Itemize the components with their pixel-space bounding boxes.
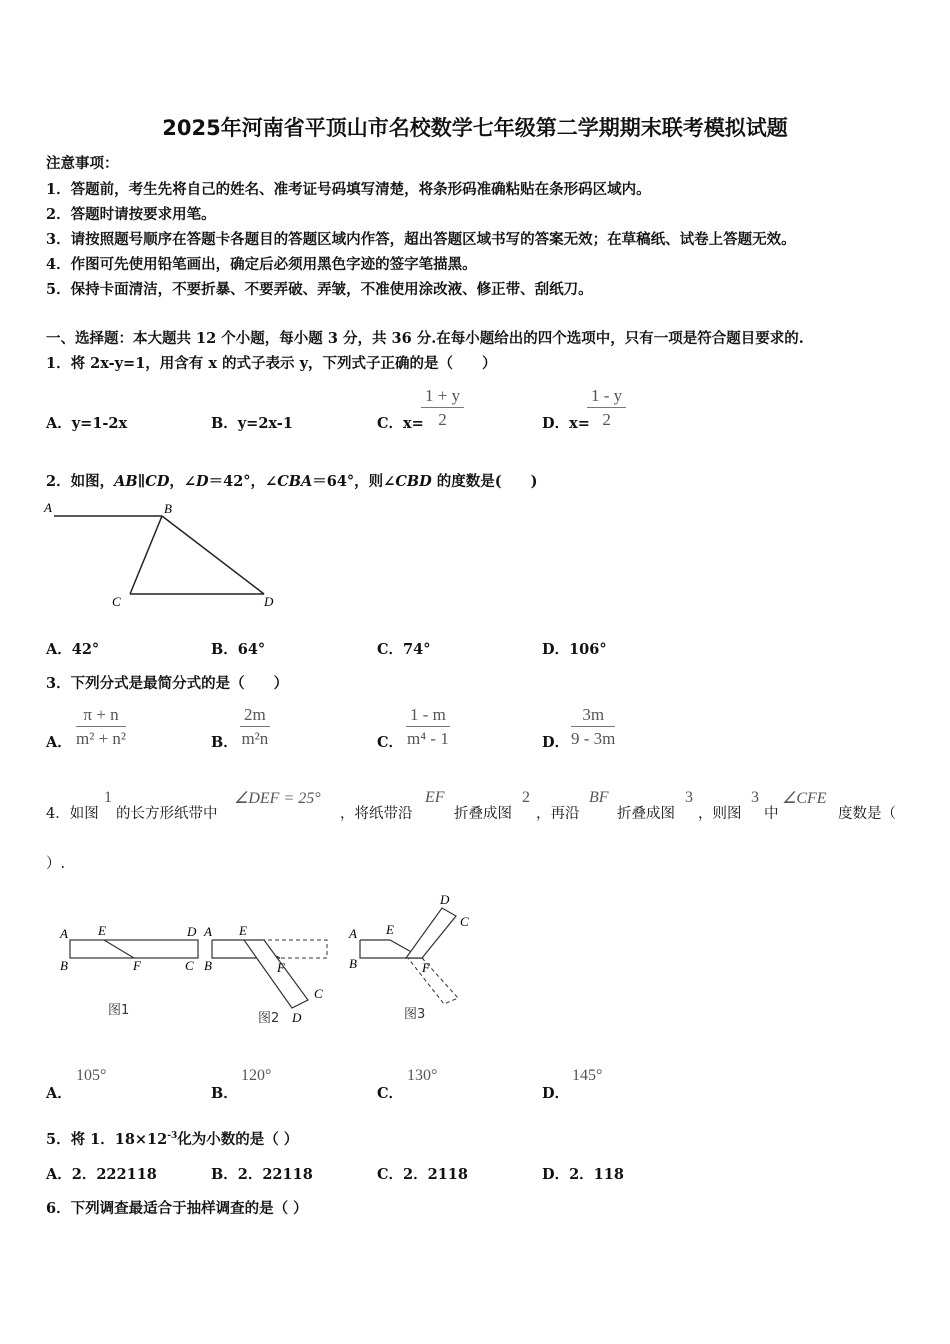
q5-option-c[interactable]: C．2．2118 — [377, 1166, 468, 1183]
q4-stem-part: ）. — [46, 856, 66, 872]
fig3-label-c: C — [460, 914, 469, 929]
q3-d-numerator: 3m — [571, 705, 615, 727]
q4-option-d-value: 145° — [572, 1067, 603, 1084]
fig2-label-e: E — [239, 923, 247, 938]
q1-option-c-fraction — [421, 386, 464, 430]
q4-stem-part: 4．如图 — [46, 806, 99, 822]
fig1-fold-line — [104, 940, 134, 958]
q3-c-numerator: 1 - m — [406, 705, 450, 727]
q3-option-b[interactable]: B． — [211, 734, 238, 751]
question-1-stem: 1．将 2x-y=1，用含有 x 的式子表示 y，下列式子正确的是（ ） — [46, 355, 497, 372]
q2-stem-part: ＝64°，则∠ — [312, 473, 396, 490]
section-heading: 一、选择题：本大题共 12 个小题，每小题 3 分，共 36 分.在每小题给出的四个选项中，只有一项是符合题目要求的. — [46, 330, 804, 347]
q3-a-fraction — [76, 705, 126, 749]
q4-stem-part: ，再沿 — [536, 806, 580, 822]
q3-b-denominator: m²n — [241, 729, 269, 748]
q3-c-denominator: m⁴ - 1 — [407, 729, 449, 748]
fig3-dashed-strip — [408, 958, 458, 1004]
q4-option-b[interactable]: B． — [211, 1085, 238, 1102]
q3-c-fraction — [406, 705, 450, 749]
q4-stem-math: BF — [589, 789, 609, 806]
fig2-label-f: F — [277, 960, 285, 975]
q3-a-numerator: π + n — [76, 705, 126, 727]
q3-d-fraction — [571, 705, 615, 749]
fig3-label-e: E — [386, 922, 394, 937]
question-2-stem — [46, 470, 537, 491]
line-bc — [130, 516, 162, 594]
q2-stem-math: AB∥CD — [114, 473, 170, 490]
q1-option-d[interactable]: D．x= — [542, 415, 590, 432]
q3-option-a[interactable]: A． — [46, 734, 72, 751]
q1-option-b[interactable]: B．y=2x-1 — [211, 415, 293, 432]
notice-heading: 注意事项： — [46, 155, 119, 172]
fig1-label-f: F — [133, 958, 141, 973]
q4-option-c-value: 130° — [407, 1067, 438, 1084]
q4-stem-math: ∠DEF = 25° — [234, 790, 321, 807]
q1-c-numerator: 1 + y — [421, 386, 464, 408]
notice-item: 2．答题时请按要求用笔。 — [46, 206, 216, 223]
q4-stem-part: ，则图 — [698, 806, 742, 822]
q4-option-a[interactable]: A． — [46, 1085, 72, 1102]
question-6-stem: 6．下列调查最适合于抽样调查的是（ ） — [46, 1200, 308, 1217]
page-title: 2025年河南省平顶山市名校数学七年级第二学期期末联考模拟试题 — [162, 116, 788, 140]
q2-stem-part: ，∠ — [169, 473, 197, 490]
q2-stem-math: CBD — [395, 473, 432, 490]
q1-option-a[interactable]: A．y=1-2x — [46, 415, 128, 432]
q5-stem-part: 化为小数的是（ ） — [177, 1131, 299, 1148]
fig2-label-d: D — [292, 1010, 302, 1025]
q2-stem-part: 的度数是( ) — [431, 473, 538, 490]
q4-option-a-value: 105° — [76, 1067, 107, 1084]
q4-stem-part: 折叠成图 — [617, 806, 675, 822]
q1-option-c[interactable]: C．x= — [377, 415, 424, 432]
fig3-caption: 图3 — [404, 1007, 426, 1022]
q4-stem-math: EF — [425, 789, 445, 806]
q3-option-d[interactable]: D． — [542, 734, 570, 751]
fig1-caption: 图1 — [108, 1003, 130, 1018]
fig2-folded-strip — [244, 940, 308, 1008]
fig2-label-a: A — [204, 924, 212, 939]
q2-stem-part: 2．如图， — [46, 473, 115, 490]
notice-item: 1．答题前，考生先将自己的姓名、准考证号码填写清楚，将条形码准确粘贴在条形码区域内。 — [46, 181, 651, 198]
q4-stem-part: 中 — [764, 806, 779, 822]
q2-stem-part: ＝42°，∠ — [208, 473, 278, 490]
question-3-stem: 3．下列分式是最简分式的是（ ） — [46, 675, 289, 692]
fig1-strip — [70, 940, 198, 958]
q4-option-c[interactable]: C． — [377, 1085, 404, 1102]
q4-stem-number: 3 — [685, 789, 693, 806]
fig2-label-c: C — [314, 986, 323, 1001]
fig1-label-e: E — [98, 923, 106, 938]
q5-option-b[interactable]: B．2．22118 — [211, 1166, 313, 1183]
fig3-label-b: B — [349, 956, 357, 971]
fig1-label-c: C — [185, 958, 194, 973]
fig3-label-d: D — [440, 892, 450, 907]
fig3-folded-strip — [406, 908, 456, 958]
q4-stem-number: 2 — [522, 789, 530, 806]
line-bd — [162, 516, 264, 594]
q5-option-d[interactable]: D．2．118 — [542, 1166, 624, 1183]
q2-option-c[interactable]: C．74° — [377, 641, 431, 658]
q4-stem-number: 3 — [751, 789, 759, 806]
q4-stem-part: 的长方形纸带中 — [116, 806, 218, 822]
q1-d-denominator: 2 — [602, 410, 611, 429]
fig2-caption: 图2 — [258, 1011, 280, 1026]
q1-c-denominator: 2 — [438, 410, 447, 429]
q4-stem-number: 1 — [104, 789, 112, 806]
q3-b-numerator: 2m — [240, 705, 270, 727]
q4-figures — [50, 888, 480, 1038]
notice-item: 4．作图可先使用铅笔画出，确定后必须用黑色字迹的签字笔描黑。 — [46, 256, 477, 273]
fig1-label-d: D — [187, 924, 197, 939]
label-d: D — [264, 594, 274, 609]
q4-stem-part: 度数是（ — [838, 806, 896, 822]
q3-b-fraction — [240, 705, 270, 749]
q3-option-c[interactable]: C． — [377, 734, 404, 751]
label-b: B — [164, 501, 172, 516]
fig3-label-f: F — [422, 960, 430, 975]
q1-option-d-fraction — [587, 386, 626, 430]
q2-option-d[interactable]: D．106° — [542, 641, 607, 658]
notice-item: 5．保持卡面清洁，不要折暴、不要弄破、弄皱，不准使用涂改液、修正带、刮纸刀。 — [46, 281, 593, 298]
q4-option-b-value: 120° — [241, 1067, 272, 1084]
fig2-label-b: B — [204, 958, 212, 973]
q4-stem-part: 折叠成图 — [454, 806, 512, 822]
fig1-label-b: B — [60, 958, 68, 973]
q4-stem-part: ，将纸带沿 — [340, 806, 413, 822]
label-c: C — [112, 594, 121, 609]
q5-stem-part: 5．将 1．18×12 — [46, 1131, 168, 1148]
label-a: A — [44, 500, 52, 515]
q2-figure — [40, 496, 290, 616]
q4-stem-math: ∠CFE — [782, 790, 827, 807]
fig1-label-a: A — [60, 926, 68, 941]
q5-option-a[interactable]: A．2．222118 — [46, 1166, 157, 1183]
notice-item: 3．请按照题号顺序在答题卡各题目的答题区域内作答，超出答题区域书写的答案无效；在草稿纸、试卷上答题无效。 — [46, 231, 796, 248]
q5-exponent: -3 — [167, 1131, 178, 1142]
q4-option-d[interactable]: D． — [542, 1085, 570, 1102]
q2-option-b[interactable]: B．64° — [211, 641, 266, 658]
q3-a-denominator: m² + n² — [76, 729, 127, 748]
q2-stem-math: D — [196, 473, 209, 490]
q2-option-a[interactable]: A．42° — [46, 641, 100, 658]
fig3-label-a: A — [349, 926, 357, 941]
q1-d-numerator: 1 - y — [587, 386, 626, 408]
q3-d-denominator: 9 - 3m — [571, 729, 616, 748]
question-5-stem — [46, 1128, 298, 1149]
q2-stem-math: CBA — [277, 473, 313, 490]
